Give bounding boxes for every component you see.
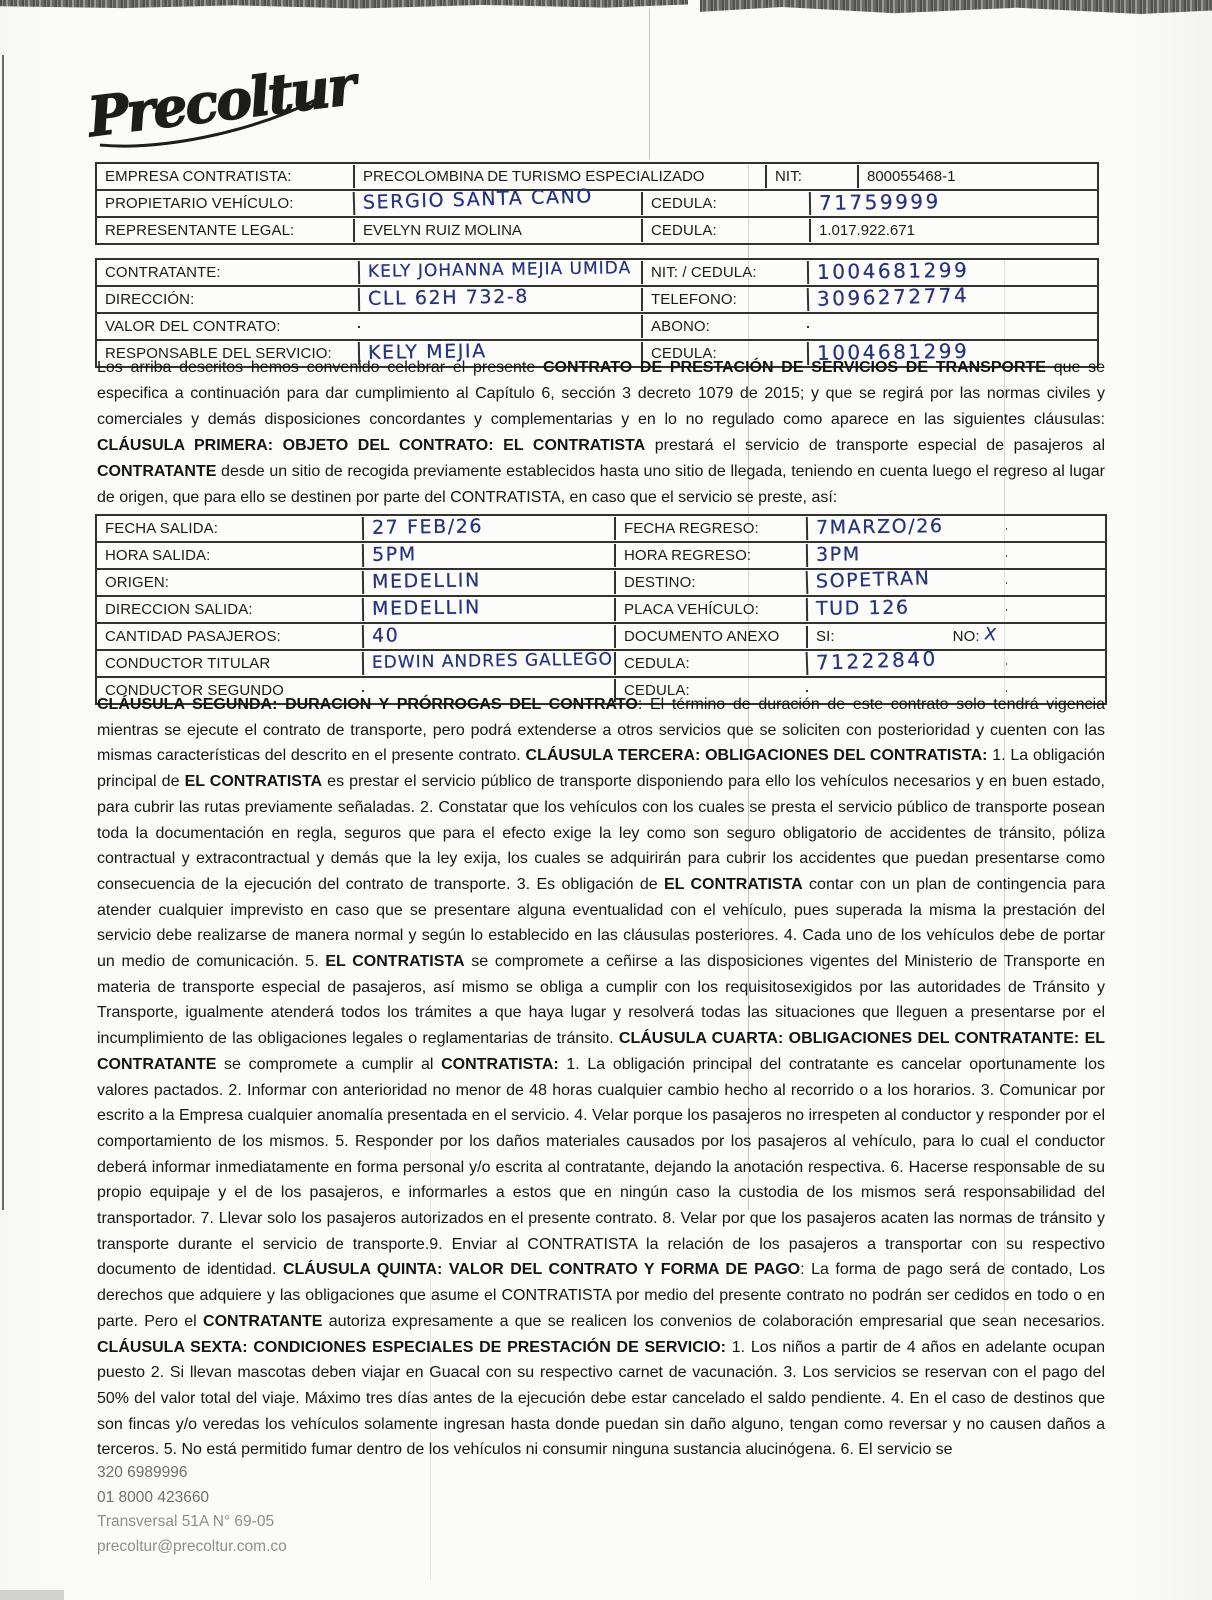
handwritten-x-mark: X [982,623,999,646]
field-value-handwritten: 5PM [362,540,614,567]
field-value-handwritten: MEDELLIN [362,594,614,621]
footer-phone-tollfree: 01 8000 423660 [97,1488,210,1506]
field-label: DIRECCIÓN: [105,291,195,308]
field-value-handwritten: SERGIO SANTA CANO [353,184,642,215]
field-label: EMPRESA CONTRATISTA: [105,168,292,185]
field-value-handwritten: MEDELLIN [362,567,614,594]
field-label: NIT: [765,165,857,188]
field-value-handwritten: 1004681299 [807,257,1097,284]
field-label: CANTIDAD PASAJEROS: [105,628,281,645]
field-label: CEDULA: [614,679,806,702]
table-row [97,185,1097,216]
empty-cell [1006,582,1105,584]
option-no-label: NO: [952,628,980,645]
table-row [97,541,1105,568]
scan-fold-line [649,9,650,159]
service-details-table [95,514,1107,705]
field-label: CEDULA: [641,342,807,365]
field-label: ORIGEN: [105,574,170,591]
field-label: NIT: / CEDULA: [641,261,807,284]
field-label: CONDUCTOR TITULAR [105,655,271,672]
option-si-label: SI: [816,628,835,645]
field-value-handwritten: 3096272774 [807,281,1097,311]
table-row [97,595,1105,622]
empty-cell [1006,609,1105,611]
field-label: REPRESENTANTE LEGAL: [105,222,295,239]
field-label: DOCUMENTO ANEXO [614,625,806,648]
document-anexo-options [806,623,1105,648]
field-value: PRECOLOMBINA DE TURISMO ESPECIALIZADO [353,165,765,188]
contractor-info-table [95,162,1099,245]
field-label: ABONO: [641,315,807,338]
field-value-handwritten: CLL 62H 732-8 [358,284,641,311]
empty-cell [1006,663,1105,665]
table-row [97,216,1097,243]
field-value-handwritten: 40 [362,621,614,648]
field-label: CEDULA: [641,192,809,215]
field-value-handwritten: 27 FEB/26 [362,513,614,540]
field-value [358,326,641,328]
field-label: CONDUCTOR SEGUNDO [105,682,284,699]
field-label: HORA SALIDA: [105,547,211,564]
field-value-handwritten: 71759999 [809,188,1097,215]
table-row [97,285,1097,312]
footer-address: Transversal 51A N° 69-05 [97,1513,275,1530]
table-row [97,646,1105,676]
field-label: FECHA SALIDA: [105,520,219,537]
field-label: TELEFONO: [641,288,807,311]
field-label: CEDULA: [641,219,809,242]
field-label: CONTRATANTE: [105,264,221,281]
field-label: RESPONSABLE DEL SERVICIO: [105,345,332,362]
field-value-handwritten: 3PM [806,541,1006,567]
field-value-handwritten: TUD 126 [806,595,1006,621]
field-label: CEDULA: [614,652,806,675]
field-value-handwritten: SOPETRAN [806,565,1007,594]
table-row [97,568,1105,595]
company-footer [97,1461,287,1559]
contract-intro-paragraph: Los arriba descritos hemos convenido celebrar el presente CONTRATO DE PRESTACIÓN DE SERVICIOS DE TRANSPORTE que se especifica a continuación para dar cumplimiento al Capítulo 6, sección 3 decreto 1079 de 2015; y que se regirá por las normas civiles y comerciales y demás disposiciones concordantes y complementarias y en lo no regulado como aparece en las siguientes cláusulas: CLÁUSULA PRIMERA: OBJETO DEL CONTRATO: EL CONTRATISTA prestará el servicio de transporte especial de pasajeros al CONTRATANTE desde un sitio de recogida previamente establecidos hasta uno sitio de llegada, teniendo en cuenta luego el regreso al lugar de origen, que para ello se destinen por parte del CONTRATISTA, en caso que el servicio se preste, así: [97,359,1106,506]
footer-email: precoltur@precoltur.com.co [97,1537,287,1555]
field-label: PLACA VEHÍCULO: [614,598,806,621]
scan-artifact-top-band [700,0,1212,14]
scan-artifact-corner [0,1590,64,1600]
empty-cell [1006,555,1105,557]
field-value-handwritten: 7MARZO/26 [806,514,1006,540]
field-label: HORA REGRESO: [614,544,806,567]
field-value [807,326,1097,328]
field-label: FECHA REGRESO: [614,517,806,540]
client-info-table [95,258,1099,368]
field-label: DESTINO: [614,571,806,594]
precoltur-logo [84,68,374,165]
field-value-handwritten: EDWIN ANDRES GALLEGO [362,648,614,675]
field-label: PROPIETARIO VEHÍCULO: [105,195,294,212]
scan-artifact-top-band [0,0,688,9]
scan-artifact-left-edge [2,55,4,1210]
contract-clauses-paragraph: CLÁUSULA SEGUNDA: DURACION Y PRÓRROGAS DEL CONTRATO: El término de duración de este contrato solo tendrá vigencia mientras se ejecute el contrato de transporte, pero podrá extenderse a otros servicios que se soliciten con posterioridad y cuenten con las mismas características del descrito en el presente contrato. CLÁUSULA TERCERA: OBLIGACIONES DEL CONTRATISTA: 1. La obligación principal de EL CONTRATISTA es prestar el servicio público de transporte disponiendo para ello los vehículos necesarios y en buen estado, para cubrir las rutas previamente señaladas. 2. Constatar que los vehículos con los cuales se presta el servicio público de transporte posean toda la documentación en regla, seguros que para el efecto exige la ley como son seguro obligatorio de accidentes de tránsito, póliza contractual y extracontractual y demás que la ley exija, los cuales se adquirirán para cubrir los accidentes que puedan presentarse como consecuencia de la ejecución del contrato de transporte. 3. Es obligación de EL CONTRATISTA contar con un plan de contingencia para atender cualquier imprevisto en caso que se presentare alguna eventualidad con el vehículo, pues superada la misma la prestación del servicio debe realizarse de manera normal y según lo establecido en las cláusulas posteriores. 4. Cada uno de los vehículos debe de portar un medio de comunicación. 5. EL CONTRATISTA se compromete a ceñirse a las disposiciones vigentes del Ministerio de Transporte en materia de transporte especial de pasajeros, así mismo se obliga a cumplir con los requisitosexigidos por las autoridades de Tránsito y Transporte, igualmente atenderá todos los trámites a que haya lugar y resolverá todas las situaciones que lleguen a presentarse por el incumplimiento de las obligaciones legales o reglamentarias de tránsito. CLÁUSULA CUARTA: OBLIGACIONES DEL CONTRATANTE: EL CONTRATANTE se compromete a cumplir al CONTRATISTA: 1. La obligación principal del contratante es cancelar oportunamente los valores pactados. 2. Informar con anterioridad no menor de 48 horas cualquier cambio hecho al recorrido o a los horarios. 3. Comunicar por escrito a la Empresa cualquier anomalía presentada en el servicio. 4. Velar porque los pasajeros no irrespeten al conductor y responder por el comportamiento de los mismos. 5. Responder por los daños materiales causados por los pasajeros al vehículo, para lo cual el conductor deberá informar inmediatamente en forma personal y/o escrita al contratante, dejando la anotación respectiva. 6. Hacerse responsable de su propio equipaje y el de los pasajeros, e informarles a estos que en ningún caso la custodia de los mismos será responsabilidad del transportador. 7. Llevar solo los pasajeros autorizados en el presente contrato. 8. Velar por que los pasajeros acaten las normas de tránsito y transporte durante el servicio de transporte.9. Enviar al CONTRATISTA la relación de los pasajeros a transportar con su respectivo documento de identidad. CLÁUSULA QUINTA: VALOR DEL CONTRATO Y FORMA DE PAGO: La forma de pago será de contado, Los derechos que adquiere y las obligaciones que asume el CONTRATISTA por medio del presente contrato no podrán ser cedidos en todo o en parte. Pero el CONTRATANTE autoriza expresamente a que se realicen los convenios de colaboración empresarial que sean necesarios. CLÁUSULA SEXTA: CONDICIONES ESPECIALES DE PRESTACIÓN DE SERVICIO: 1. Los niños a partir de 4 años en adelante ocupan puesto 2. Si llevan mascotas deben viajar en Guacal con su respectivo carnet de vacunación. 3. Los servicios se reservan con el pago del 50% del valor total del viaje. Máximo tres días antes de la ejecución debe estar cancelado el saldo pendiente. 4. En el caso de destinos que son fincas y/o veredas los vehículos solamente ingresan hasta donde puedan sin daño alguno, tengan como reversar y no causen daños a terceros. 5. No está permitido fumar dentro de los vehículos ni consumir ninguna sustancia alucinógena. 6. El servicio se [97,696,1106,1459]
table-row [97,516,1105,541]
field-value-handwritten: 71222840 [806,645,1007,675]
table-row [97,257,1097,285]
logo-text: Precoltur [84,68,358,150]
field-value-handwritten: KELY JOHANNA MEJIA UMIDA [358,257,641,284]
table-row [97,312,1097,339]
precoltur-logo-image [84,68,374,160]
footer-phone-mobile: 320 6989996 [97,1464,188,1481]
field-label: DIRECCION SALIDA: [105,601,253,618]
field-label: VALOR DEL CONTRATO: [105,318,281,335]
field-value-handwritten: 1004681299 [807,338,1097,365]
table-row [97,622,1105,649]
field-value: EVELYN RUIZ MOLINA [353,219,641,242]
field-value: 800055468-1 [857,165,1097,188]
field-value: 1.017.922.671 [809,219,1097,242]
field-value-handwritten: KELY MEJIA [358,338,641,365]
empty-cell [1006,528,1105,530]
